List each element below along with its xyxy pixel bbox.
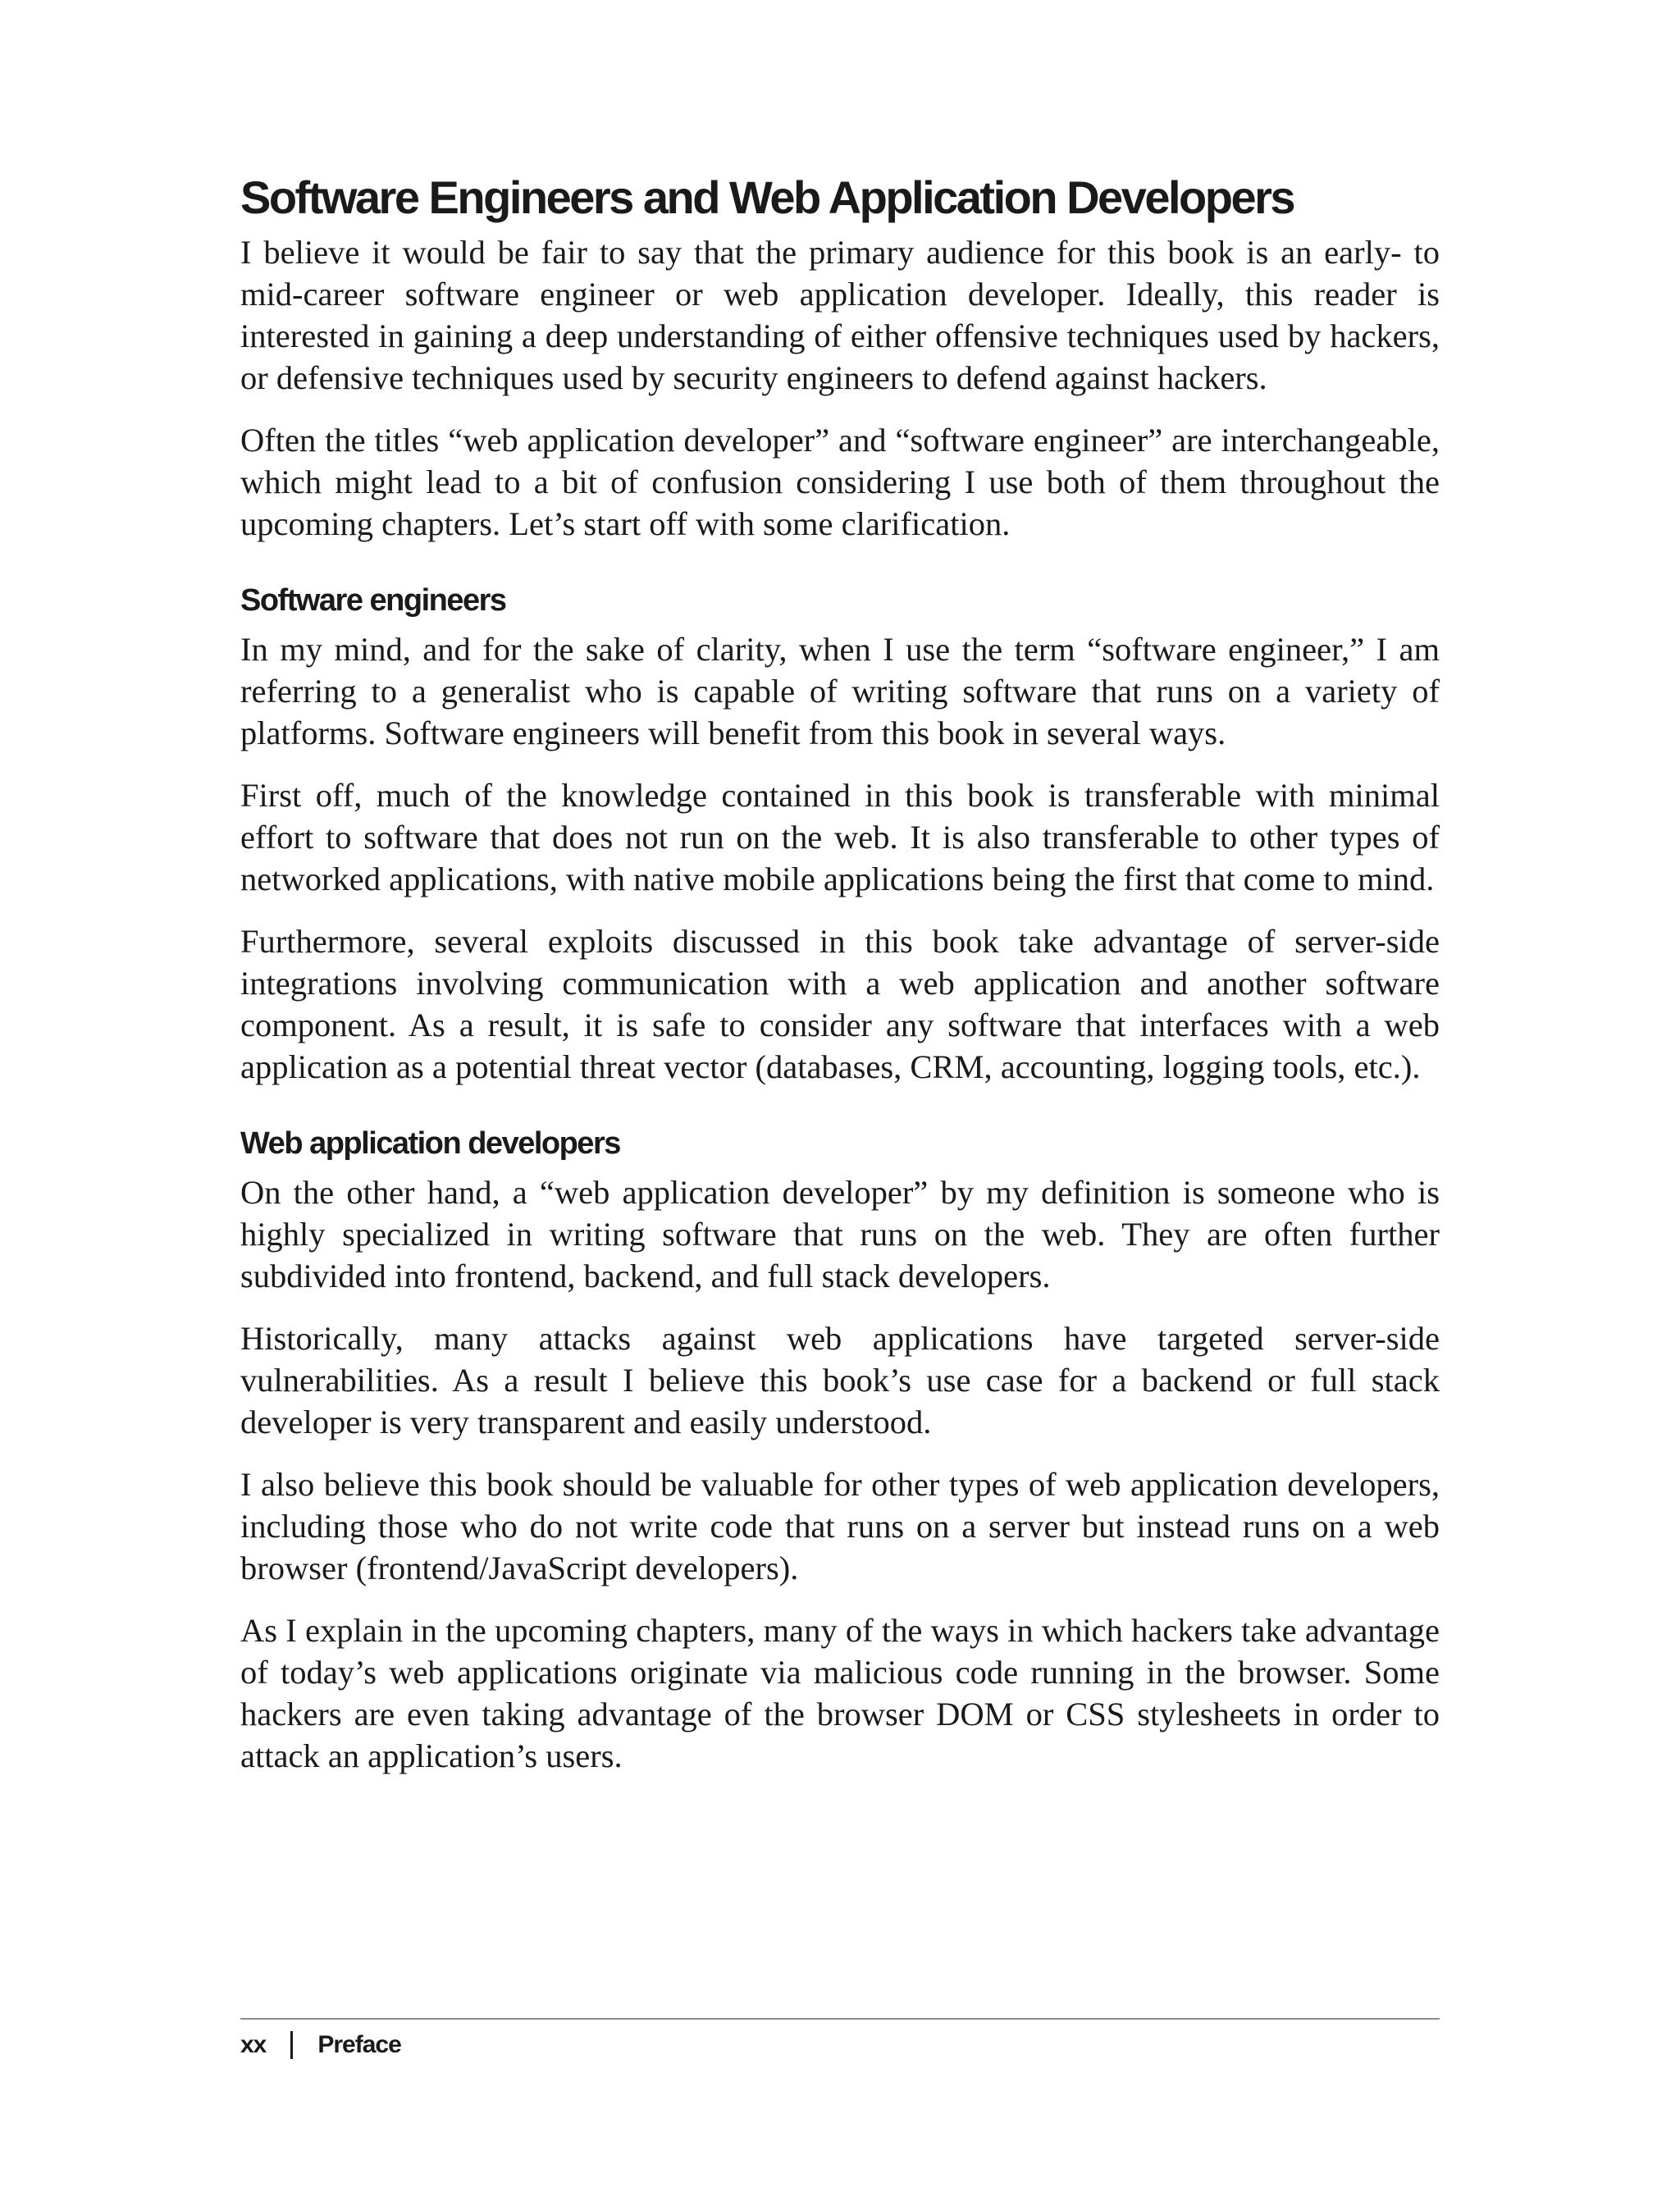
paragraph: Historically, many attacks against web applications have targeted server-side vulnerabilities. As a result I believe this book’s use case for a backend or full stack developer is very transparent and easily understood. [240,1320,1440,1440]
page-number: xx [240,2031,267,2058]
footer-separator [290,2031,293,2059]
page-content [240,171,1440,1797]
footer-divider [240,2018,1440,2020]
paragraph: In my mind, and for the sake of clarity, when I use the term “software engineer,” I am referring to a generalist who is capable of writing software that runs on a variety of platforms. Software engineers will benefit from this book in several ways. [240,631,1440,751]
page-footer [240,2031,401,2059]
section-title: Software Engineers and Web Application Developers [240,171,1294,223]
paragraph: On the other hand, a “web application developer” by my definition is someone who is highly specialized in writing software that runs on the web. They are often further subdivided into frontend, backend, and full stack developers. [240,1174,1440,1294]
subsection-title-software-engineers: Software engineers [240,583,506,618]
subsection-title-web-application-developers: Web application developers [240,1126,620,1161]
paragraph: I also believe this book should be valuable for other types of web application developers, including those who do not write code that runs on a server but instead runs on a web browser (frontend/JavaScript developers). [240,1466,1440,1586]
paragraph: Furthermore, several exploits discussed in this book take advantage of server-side integrations involving communication with a web application and another software component. As a result, it is safe to consider any software that interfaces with a web application as a potential threat vector (databases, CRM, accounting, logging tools, etc.). [240,923,1440,1085]
paragraph: First off, much of the knowledge contained in this book is transferable with minimal effort to software that does not run on the web. It is also transferable to other types of networked applications, with native mobile applications being the first that come to mind. [240,777,1440,897]
paragraph: As I explain in the upcoming chapters, many of the ways in which hackers take advantage of today’s web applications originate via malicious code running in the browser. Some hackers are even taking advantage of the browser DOM or CSS stylesheets in order to attack an application’s users. [240,1612,1440,1774]
chapter-name: Preface [317,2031,401,2058]
paragraph: I believe it would be fair to say that the primary audience for this book is an early- to mid-career software engineer or web application developer. Ideally, this reader is interested in gaining a deep understanding of either offensive techniques used by hackers, or defensive techniques used by security engineers to defend against hackers. [240,234,1440,396]
paragraph: Often the titles “web application developer” and “software engineer” are interchangeable, which might lead to a bit of confusion considering I use both of them throughout the upcoming chapters. Let’s start off with some clarification. [240,422,1440,542]
